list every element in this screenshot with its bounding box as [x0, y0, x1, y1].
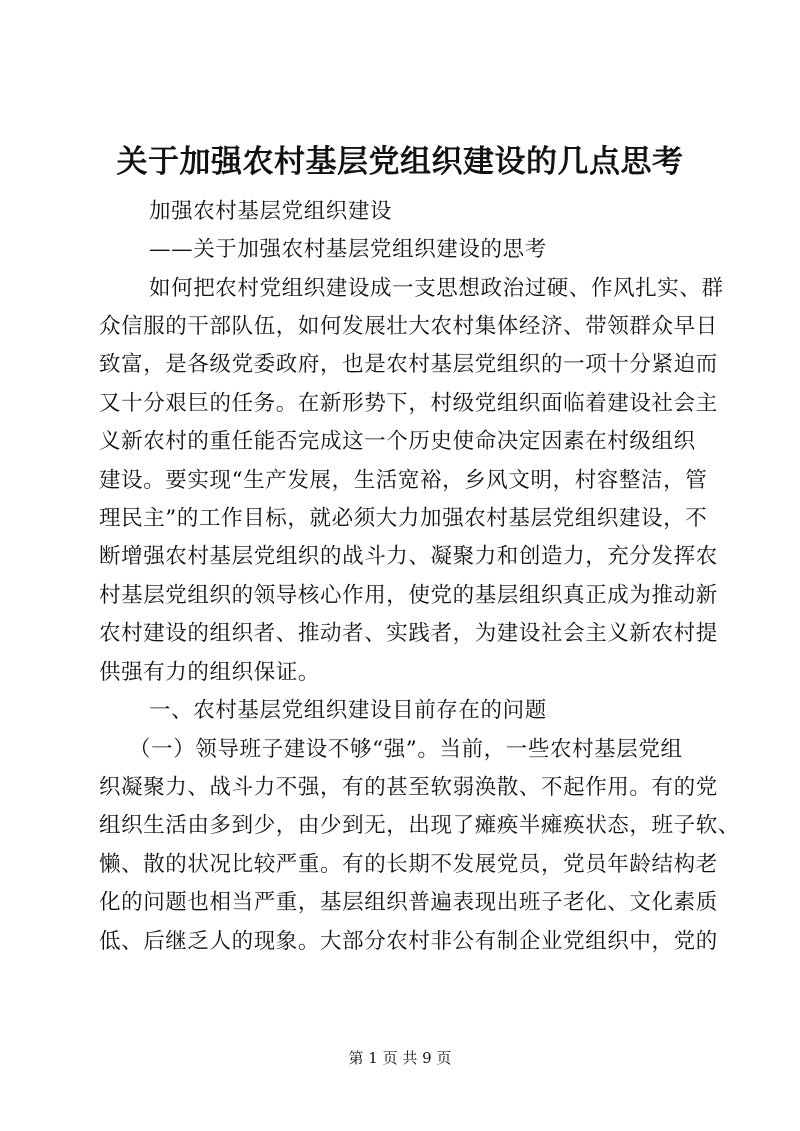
- paragraph-line: 供强有力的组织保证。: [99, 660, 321, 685]
- paragraph-line: 化的问题也相当严重，基层组织普遍表现出班子老化、文化素质: [99, 890, 718, 915]
- paragraph-line: 致富，是各级党委政府，也是农村基层党组织的一项十分紧迫而: [99, 352, 718, 377]
- subtitle-line: 加强农村基层党组织建设: [149, 199, 393, 224]
- paragraph-line: 织凝聚力、战斗力不强，有的甚至软弱涣散、不起作用。有的党: [99, 775, 718, 800]
- paragraph-line: 组织生活由多到少，由少到无，出现了瘫痪半瘫痪状态，班子软、: [99, 813, 740, 838]
- paragraph-line: （一）领导班子建设不够“强”。当前，一些农村基层党组: [129, 737, 683, 762]
- paragraph-line: 理民主”的工作目标，就必须大力加强农村基层党组织建设，不: [99, 506, 708, 531]
- paragraph-line: 低、后继乏人的现象。大部分农村非公有制企业党组织中，党的: [99, 929, 718, 954]
- page-number-footer: 第 1 页 共 9 页: [348, 1049, 452, 1067]
- document-title: 关于加强农村基层党组织建设的几点思考: [116, 144, 684, 180]
- paragraph-line: 如何把农村党组织建设成一支思想政治过硬、作风扎实、群: [149, 276, 724, 301]
- paragraph-line: 建设。要实现“生产发展，生活宽裕，乡风文明，村容整洁，管: [99, 468, 708, 493]
- section-heading: 一、农村基层党组织建设目前存在的问题: [149, 698, 547, 723]
- paragraph-line: 农村建设的组织者、推动者、实践者，为建设社会主义新农村提: [99, 621, 718, 646]
- paragraph-line: 村基层党组织的领导核心作用，使党的基层组织真正成为推动新: [99, 583, 718, 608]
- paragraph-line: 断增强农村基层党组织的战斗力、凝聚力和创造力，充分发挥农: [99, 544, 718, 569]
- paragraph-line: 众信服的干部队伍，如何发展壮大农村集体经济、带领群众早日: [99, 314, 718, 339]
- paragraph-line: 又十分艰巨的任务。在新形势下，村级党组织面临着建设社会主: [99, 391, 718, 416]
- paragraph-line: 懒、散的状况比较严重。有的长期不发展党员，党员年龄结构老: [99, 852, 718, 877]
- subtitle-line: ——关于加强农村基层党组织建设的思考: [149, 237, 547, 262]
- paragraph-line: 义新农村的重任能否完成这一个历史使命决定因素在村级组织: [99, 429, 696, 454]
